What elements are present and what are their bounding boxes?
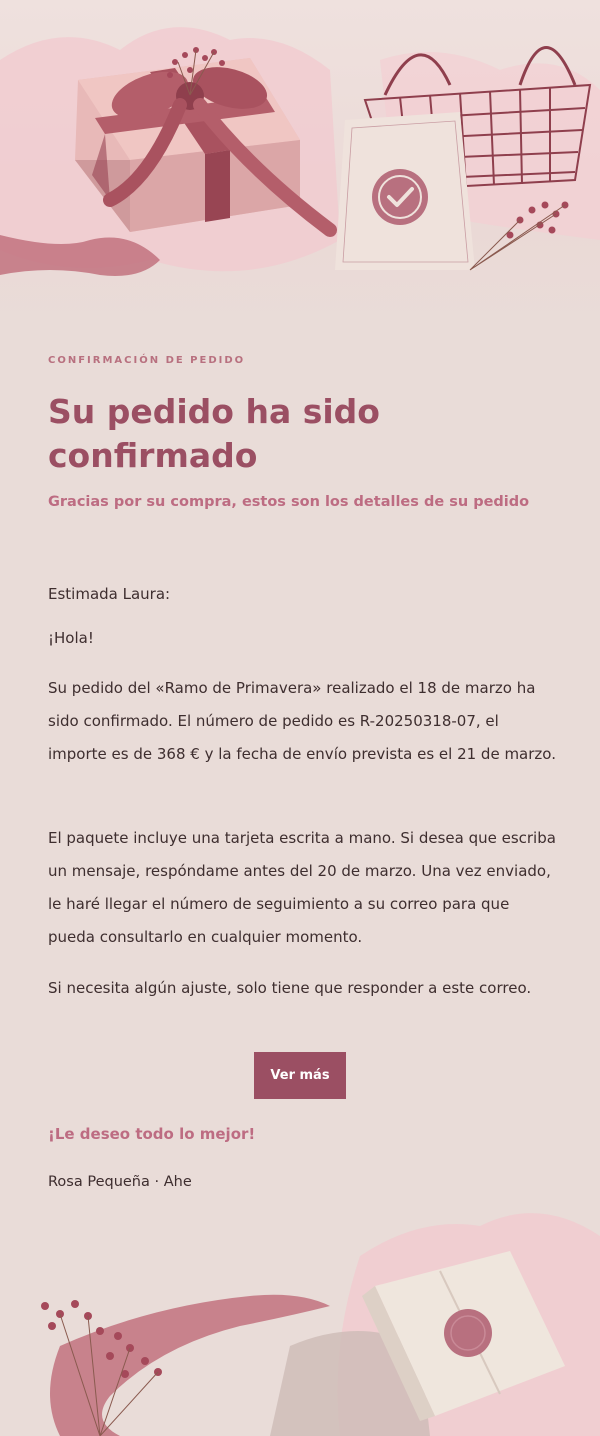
see-more-button[interactable]: Ver más (254, 1052, 346, 1099)
footer-illustration (0, 1196, 600, 1436)
adjustment-paragraph: Si necesita algún ajuste, solo tiene que responder a este correo. (48, 979, 532, 997)
signoff: ¡Le deseo todo lo mejor! (48, 1125, 256, 1143)
order-details-paragraph: Su pedido del «Ramo de Primavera» realizado el 18 de marzo ha sido confirmado. El número de pedido es R-20250318-07, el importe es de 368 € y la fecha de envío prevista es el 21 de marzo. (48, 679, 556, 763)
hero-illustration (0, 0, 600, 330)
eyebrow-label: CONFIRMACIÓN DE PEDIDO (48, 355, 246, 366)
subtitle: Gracias por su compra, estos son los detalles de su pedido (48, 494, 530, 510)
page-title: Su pedido ha sido confirmado (48, 392, 380, 475)
card-message-paragraph: El paquete incluye una tarjeta escrita a mano. Si desea que escriba un mensaje, respóndame antes del 20 de marzo. Una vez enviado, le haré llegar el número de seguimiento a su correo para que pueda consultarlo en cualquier momento. (48, 829, 556, 946)
check-badge-icon (372, 169, 428, 225)
hello-line: ¡Hola! (48, 629, 94, 647)
header-block (48, 355, 558, 510)
message-body (48, 578, 558, 997)
cta-container (0, 1052, 600, 1099)
greeting: Estimada Laura: (48, 585, 171, 603)
signature: Rosa Pequeña · Ahe (48, 1174, 192, 1190)
confirmation-card (335, 112, 475, 270)
